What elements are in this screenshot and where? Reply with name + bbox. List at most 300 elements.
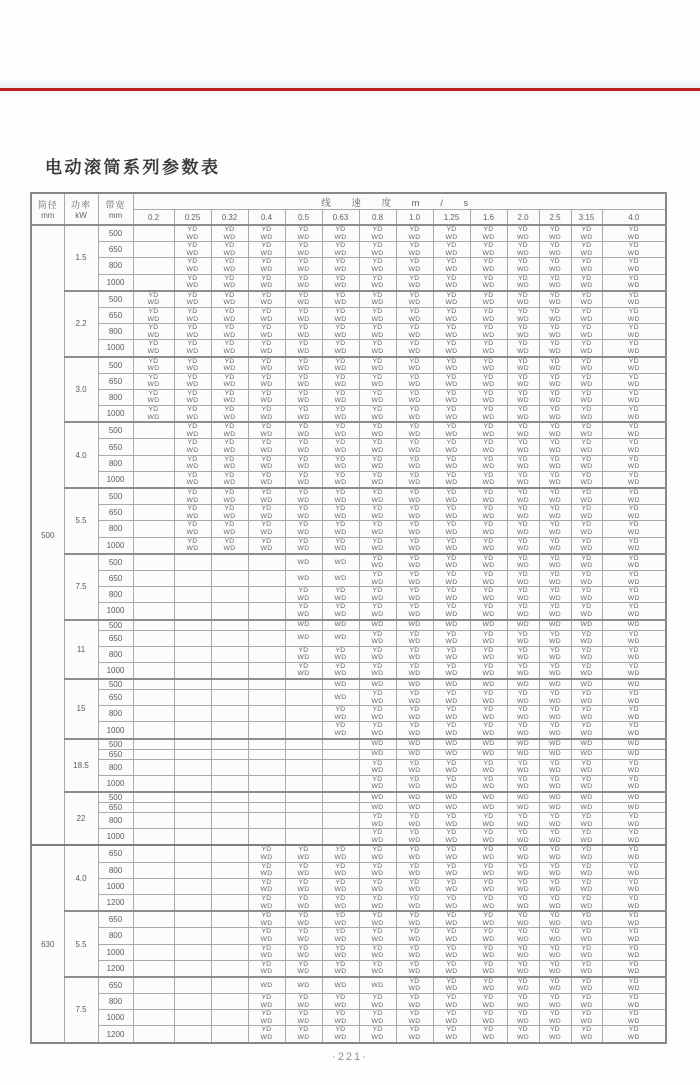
model-code: YD bbox=[517, 994, 529, 1002]
model-code: YD bbox=[261, 258, 272, 266]
model-code: WD bbox=[334, 935, 347, 943]
model-code: YD bbox=[335, 471, 346, 479]
belt-width-cell: 500 bbox=[98, 554, 133, 571]
model-code: YD bbox=[372, 1026, 383, 1034]
model-code: WD bbox=[627, 730, 640, 738]
model-code: WD bbox=[297, 265, 310, 273]
model-code: WD bbox=[445, 902, 458, 910]
model-code: WD bbox=[580, 793, 593, 801]
speed-availability-cell bbox=[571, 324, 602, 340]
model-code: WD bbox=[580, 562, 593, 570]
model-code: WD bbox=[371, 233, 384, 241]
model-code: WD bbox=[186, 331, 199, 339]
model-code: WD bbox=[580, 413, 593, 421]
model-code: WD bbox=[445, 952, 458, 960]
speed-availability-cell bbox=[322, 274, 359, 291]
model-code: WD bbox=[297, 463, 310, 471]
model-code: YD bbox=[549, 274, 561, 282]
speed-availability-cell bbox=[433, 258, 470, 274]
model-code: WD bbox=[147, 315, 160, 323]
speed-availability-cell bbox=[211, 944, 248, 960]
model-code: WD bbox=[445, 638, 458, 646]
model-code: WD bbox=[408, 282, 421, 290]
belt-width-cell: 500 bbox=[98, 620, 133, 631]
model-code: WD bbox=[408, 1001, 421, 1009]
model-code: YD bbox=[549, 439, 561, 447]
model-code: WD bbox=[580, 282, 593, 290]
model-code: WD bbox=[549, 594, 561, 602]
model-code: YD bbox=[298, 291, 309, 299]
model-code: YD bbox=[483, 291, 494, 299]
model-code: YD bbox=[409, 406, 420, 414]
speed-availability-cell bbox=[359, 739, 396, 750]
model-code: WD bbox=[223, 265, 236, 273]
model-code: YD bbox=[261, 340, 272, 348]
model-code: YD bbox=[483, 340, 494, 348]
speed-availability-cell bbox=[211, 603, 248, 620]
model-code: WD bbox=[371, 496, 384, 504]
speed-availability-cell bbox=[174, 739, 211, 750]
model-code: WD bbox=[445, 545, 458, 553]
model-code: YD bbox=[148, 389, 159, 397]
speed-availability-cell bbox=[396, 630, 433, 646]
model-code: WD bbox=[517, 381, 529, 389]
model-code: WD bbox=[297, 610, 310, 618]
model-code: YD bbox=[446, 489, 457, 496]
speed-availability-cell bbox=[133, 340, 174, 357]
speed-availability-cell bbox=[507, 521, 539, 537]
model-code: WD bbox=[517, 1017, 529, 1025]
model-code: YD bbox=[483, 423, 494, 431]
speed-availability-cell bbox=[433, 690, 470, 706]
page-title: 电动滚筒系列参数表 bbox=[45, 158, 221, 177]
speed-availability-cell bbox=[174, 389, 211, 405]
model-code: YD bbox=[409, 759, 420, 767]
speed-availability-cell bbox=[359, 1010, 396, 1026]
model-code: WD bbox=[549, 347, 561, 355]
speed-availability-cell bbox=[322, 225, 359, 242]
table-row bbox=[31, 775, 666, 792]
power-cell: 4.0 bbox=[64, 845, 98, 911]
speed-availability-cell bbox=[211, 258, 248, 274]
model-code: WD bbox=[627, 347, 640, 355]
table-row bbox=[31, 894, 666, 911]
model-code: YD bbox=[446, 944, 457, 952]
model-code: YD bbox=[372, 537, 383, 545]
speed-availability-cell bbox=[133, 505, 174, 521]
speed-availability-cell bbox=[539, 662, 571, 679]
table-row bbox=[31, 570, 666, 586]
speed-availability-cell bbox=[507, 775, 539, 792]
speed-availability-cell bbox=[359, 307, 396, 323]
model-code: WD bbox=[297, 981, 310, 989]
model-code: YD bbox=[581, 423, 592, 431]
model-code: WD bbox=[517, 730, 529, 738]
model-code: WD bbox=[517, 545, 529, 553]
speed-availability-cell bbox=[211, 620, 248, 631]
model-code: WD bbox=[580, 853, 593, 861]
model-code: WD bbox=[334, 610, 347, 618]
model-code: WD bbox=[147, 365, 160, 373]
speed-availability-cell bbox=[322, 488, 359, 505]
speed-availability-cell bbox=[433, 994, 470, 1010]
model-code: WD bbox=[260, 315, 273, 323]
speed-availability-cell bbox=[433, 862, 470, 878]
speed-availability-cell bbox=[322, 389, 359, 405]
model-code: WD bbox=[580, 249, 593, 257]
model-code: YD bbox=[372, 646, 383, 654]
speed-availability-cell bbox=[248, 662, 285, 679]
model-code: WD bbox=[445, 282, 458, 290]
model-code: WD bbox=[445, 670, 458, 678]
model-code: YD bbox=[517, 912, 529, 920]
model-code: YD bbox=[628, 944, 639, 952]
model-code: YD bbox=[261, 928, 272, 936]
model-code: WD bbox=[549, 767, 561, 775]
table-row bbox=[31, 406, 666, 423]
model-code: YD bbox=[409, 813, 420, 820]
speed-availability-cell bbox=[602, 630, 666, 646]
model-code: YD bbox=[298, 521, 309, 529]
speed-availability-cell bbox=[133, 775, 174, 792]
speed-availability-cell bbox=[211, 845, 248, 862]
model-code: WD bbox=[408, 610, 421, 618]
speed-availability-cell bbox=[571, 630, 602, 646]
model-code: WD bbox=[517, 562, 529, 570]
model-code: WD bbox=[627, 902, 640, 910]
model-code: YD bbox=[372, 455, 383, 463]
model-code: WD bbox=[517, 836, 529, 844]
power-cell: 3.0 bbox=[64, 357, 98, 423]
model-code: WD bbox=[408, 365, 421, 373]
model-code: YD bbox=[517, 646, 529, 654]
speed-availability-cell bbox=[285, 813, 322, 829]
model-code: YD bbox=[549, 1010, 561, 1018]
model-code: YD bbox=[581, 878, 592, 886]
model-code: YD bbox=[483, 439, 494, 447]
model-code: WD bbox=[297, 528, 310, 536]
model-code: YD bbox=[335, 291, 346, 299]
model-code: YD bbox=[446, 775, 457, 783]
column-header-unit: mm bbox=[41, 211, 55, 220]
speed-availability-cell bbox=[174, 662, 211, 679]
speed-availability-cell bbox=[211, 587, 248, 603]
model-code: YD bbox=[581, 944, 592, 952]
model-code: WD bbox=[549, 578, 561, 586]
model-code: YD bbox=[261, 324, 272, 332]
model-code: YD bbox=[409, 846, 420, 854]
line-speed-header: 线 速 度 m / s bbox=[133, 193, 666, 210]
power-cell: 18.5 bbox=[64, 739, 98, 792]
model-code: YD bbox=[483, 324, 494, 332]
model-code: WD bbox=[627, 767, 640, 775]
table-row bbox=[31, 324, 666, 340]
speed-availability-cell bbox=[602, 554, 666, 571]
model-code: YD bbox=[409, 706, 420, 714]
model-code: YD bbox=[261, 521, 272, 529]
model-code: WD bbox=[482, 621, 495, 628]
speed-availability-cell bbox=[602, 620, 666, 631]
model-code: YD bbox=[517, 439, 529, 447]
speed-availability-cell bbox=[359, 505, 396, 521]
table-row bbox=[31, 587, 666, 603]
model-code: WD bbox=[482, 740, 495, 748]
model-code: WD bbox=[408, 793, 421, 801]
model-code: YD bbox=[517, 977, 529, 985]
speed-availability-cell bbox=[211, 389, 248, 405]
speed-availability-cell bbox=[133, 862, 174, 878]
speed-availability-cell bbox=[571, 274, 602, 291]
model-code: WD bbox=[627, 750, 640, 758]
speed-availability-cell bbox=[433, 878, 470, 894]
speed-availability-cell bbox=[133, 878, 174, 894]
speed-availability-cell bbox=[433, 792, 470, 803]
model-code: YD bbox=[372, 587, 383, 595]
speed-availability-cell bbox=[322, 690, 359, 706]
speed-availability-cell bbox=[322, 620, 359, 631]
speed-availability-cell bbox=[285, 537, 322, 554]
model-code: YD bbox=[261, 455, 272, 463]
speed-availability-cell bbox=[507, 630, 539, 646]
model-code: YD bbox=[549, 630, 561, 638]
model-code: WD bbox=[371, 981, 384, 989]
model-code: WD bbox=[371, 381, 384, 389]
speed-column-header: 2.0 bbox=[507, 210, 539, 226]
model-code: YD bbox=[335, 878, 346, 886]
model-code: YD bbox=[581, 846, 592, 854]
speed-availability-cell bbox=[602, 679, 666, 690]
speed-availability-cell bbox=[133, 537, 174, 554]
speed-availability-cell bbox=[507, 690, 539, 706]
model-code: WD bbox=[223, 365, 236, 373]
model-code: YD bbox=[261, 537, 272, 545]
model-code: WD bbox=[549, 836, 561, 844]
model-code: YD bbox=[224, 373, 235, 381]
model-code: WD bbox=[549, 654, 561, 662]
speed-availability-cell bbox=[285, 406, 322, 423]
model-code: WD bbox=[549, 331, 561, 339]
model-code: WD bbox=[334, 463, 347, 471]
model-code: WD bbox=[445, 397, 458, 405]
model-code: WD bbox=[517, 249, 529, 257]
model-code: YD bbox=[187, 373, 198, 381]
model-code: YD bbox=[261, 307, 272, 315]
speed-availability-cell bbox=[602, 471, 666, 488]
speed-availability-cell bbox=[571, 406, 602, 423]
model-code: YD bbox=[224, 505, 235, 513]
model-code: WD bbox=[517, 365, 529, 373]
model-code: YD bbox=[581, 706, 592, 714]
model-code: YD bbox=[483, 471, 494, 479]
model-code: YD bbox=[517, 630, 529, 638]
model-code: WD bbox=[445, 1017, 458, 1025]
speed-column-header: 2.5 bbox=[539, 210, 571, 226]
model-code: YD bbox=[409, 226, 420, 233]
model-code: YD bbox=[581, 455, 592, 463]
model-code: YD bbox=[446, 646, 457, 654]
model-code: WD bbox=[334, 479, 347, 487]
model-code: WD bbox=[482, 935, 495, 943]
model-code: YD bbox=[581, 521, 592, 529]
model-code: WD bbox=[445, 562, 458, 570]
speed-availability-cell bbox=[602, 455, 666, 471]
speed-availability-cell bbox=[602, 792, 666, 803]
model-code: YD bbox=[148, 307, 159, 315]
speed-availability-cell bbox=[322, 944, 359, 960]
speed-availability-cell bbox=[133, 803, 174, 813]
model-code: YD bbox=[372, 662, 383, 670]
speed-availability-cell bbox=[571, 554, 602, 571]
speed-availability-cell bbox=[359, 274, 396, 291]
speed-availability-cell bbox=[211, 813, 248, 829]
model-code: WD bbox=[482, 578, 495, 586]
model-code: WD bbox=[147, 413, 160, 421]
model-code: YD bbox=[372, 912, 383, 920]
speed-availability-cell bbox=[359, 878, 396, 894]
speed-availability-cell bbox=[539, 944, 571, 960]
model-code: WD bbox=[549, 299, 561, 307]
speed-availability-cell bbox=[433, 803, 470, 813]
model-code: WD bbox=[482, 902, 495, 910]
model-code: YD bbox=[372, 307, 383, 315]
speed-availability-cell bbox=[285, 679, 322, 690]
model-code: WD bbox=[549, 697, 561, 705]
model-code: WD bbox=[297, 331, 310, 339]
model-code: YD bbox=[409, 977, 420, 985]
model-code: WD bbox=[580, 697, 593, 705]
model-code: YD bbox=[372, 274, 383, 282]
speed-availability-cell bbox=[174, 225, 211, 242]
model-code: WD bbox=[549, 545, 561, 553]
model-code: WD bbox=[482, 528, 495, 536]
model-code: WD bbox=[334, 886, 347, 894]
speed-availability-cell bbox=[602, 994, 666, 1010]
model-code: YD bbox=[187, 423, 198, 431]
speed-availability-cell bbox=[470, 944, 507, 960]
model-code: WD bbox=[297, 545, 310, 553]
model-code: WD bbox=[482, 562, 495, 570]
belt-width-cell: 1000 bbox=[98, 340, 133, 357]
belt-width-cell: 500 bbox=[98, 739, 133, 750]
model-code: WD bbox=[297, 919, 310, 927]
model-code: WD bbox=[517, 512, 529, 520]
speed-availability-cell bbox=[248, 630, 285, 646]
speed-availability-cell bbox=[285, 845, 322, 862]
model-code: WD bbox=[408, 447, 421, 455]
model-code: WD bbox=[549, 249, 561, 257]
speed-availability-cell bbox=[433, 505, 470, 521]
model-code: YD bbox=[409, 1010, 420, 1018]
model-code: YD bbox=[517, 258, 529, 266]
model-code: YD bbox=[581, 862, 592, 870]
speed-availability-cell bbox=[433, 242, 470, 258]
model-code: YD bbox=[261, 994, 272, 1002]
speed-availability-cell bbox=[571, 679, 602, 690]
model-code: YD bbox=[335, 1026, 346, 1034]
model-code: YD bbox=[581, 505, 592, 513]
model-code: WD bbox=[334, 265, 347, 273]
speed-availability-cell bbox=[174, 406, 211, 423]
speed-availability-cell bbox=[571, 488, 602, 505]
speed-availability-cell bbox=[211, 829, 248, 846]
speed-availability-cell bbox=[248, 646, 285, 662]
model-code: WD bbox=[371, 512, 384, 520]
model-code: WD bbox=[627, 1017, 640, 1025]
model-code: WD bbox=[334, 347, 347, 355]
speed-availability-cell bbox=[248, 570, 285, 586]
model-code: YD bbox=[628, 242, 639, 250]
speed-availability-cell bbox=[433, 1010, 470, 1026]
model-code: YD bbox=[549, 690, 561, 698]
model-code: YD bbox=[446, 324, 457, 332]
table-row bbox=[31, 630, 666, 646]
speed-availability-cell bbox=[470, 1010, 507, 1026]
table-row bbox=[31, 960, 666, 977]
model-code: WD bbox=[627, 430, 640, 438]
table-row bbox=[31, 792, 666, 803]
speed-availability-cell bbox=[396, 911, 433, 928]
model-code: WD bbox=[627, 233, 640, 241]
table-row bbox=[31, 845, 666, 862]
belt-width-cell: 800 bbox=[98, 324, 133, 340]
model-code: YD bbox=[409, 455, 420, 463]
model-code: WD bbox=[627, 740, 640, 748]
model-code: YD bbox=[298, 258, 309, 266]
model-code: YD bbox=[446, 603, 457, 611]
speed-availability-cell bbox=[507, 488, 539, 505]
speed-availability-cell bbox=[285, 505, 322, 521]
model-code: WD bbox=[223, 463, 236, 471]
model-code: WD bbox=[408, 730, 421, 738]
speed-availability-cell bbox=[174, 792, 211, 803]
model-code: YD bbox=[628, 340, 639, 348]
speed-availability-cell bbox=[285, 911, 322, 928]
model-code: WD bbox=[147, 397, 160, 405]
model-code: YD bbox=[483, 690, 494, 698]
speed-availability-cell bbox=[133, 488, 174, 505]
model-code: WD bbox=[549, 985, 561, 993]
model-code: YD bbox=[628, 662, 639, 670]
speed-availability-cell bbox=[211, 455, 248, 471]
speed-availability-cell bbox=[211, 679, 248, 690]
model-code: WD bbox=[297, 621, 310, 628]
speed-availability-cell bbox=[602, 357, 666, 374]
model-code: WD bbox=[627, 697, 640, 705]
belt-width-cell: 650 bbox=[98, 803, 133, 813]
model-code: WD bbox=[408, 265, 421, 273]
speed-availability-cell bbox=[507, 662, 539, 679]
speed-availability-cell bbox=[470, 706, 507, 722]
model-code: YD bbox=[335, 960, 346, 968]
model-code: YD bbox=[446, 455, 457, 463]
speed-availability-cell bbox=[211, 739, 248, 750]
speed-availability-cell bbox=[470, 340, 507, 357]
model-code: WD bbox=[482, 447, 495, 455]
model-code: YD bbox=[628, 912, 639, 920]
speed-availability-cell bbox=[248, 603, 285, 620]
speed-availability-cell bbox=[539, 291, 571, 308]
speed-availability-cell bbox=[539, 471, 571, 488]
speed-availability-cell bbox=[133, 1026, 174, 1043]
model-code: WD bbox=[297, 282, 310, 290]
parameters-table-wrap bbox=[30, 192, 668, 1044]
model-code: WD bbox=[580, 750, 593, 758]
speed-availability-cell bbox=[539, 646, 571, 662]
speed-availability-cell bbox=[174, 537, 211, 554]
speed-availability-cell bbox=[211, 646, 248, 662]
model-code: YD bbox=[628, 274, 639, 282]
speed-availability-cell bbox=[248, 340, 285, 357]
